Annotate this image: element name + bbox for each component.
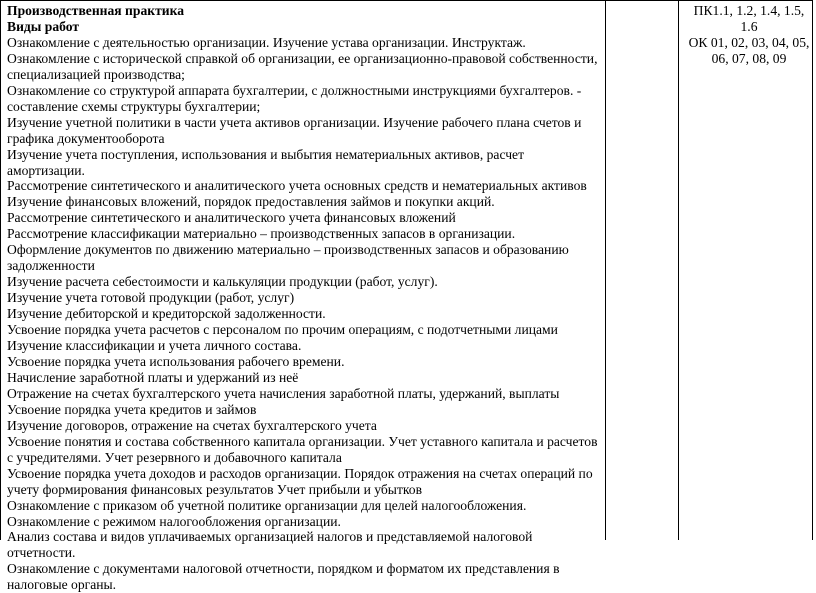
work-item: Ознакомление с режимом налогообложения организации. <box>7 513 341 529</box>
work-item: Усвоение порядка учета расчетов с персоналом по прочим операциям, с подотчетными лицами <box>7 322 558 338</box>
work-item: Ознакомление с документами налоговой отчетности, порядком и форматом их представления в налоговые органы. <box>7 561 560 593</box>
general-competencies: ОК 01, 02, 03, 04, 05, 06, 07, 08, 09 <box>688 34 810 66</box>
work-item: Усвоение порядка учета доходов и расходов организации. Порядок отражения на счетах операций по учету формирования финансовых результатов Учет прибыли и убытков <box>7 465 593 497</box>
work-item: Отражение на счетах бухгалтерского учета начисления заработной платы, удержаний, выплаты <box>7 385 560 401</box>
work-item: Рассмотрение синтетического и аналитического учета финансовых вложений <box>7 210 456 226</box>
work-item: Ознакомление со структурой аппарата бухгалтерии, с должностными инструкциями бухгалтеров. - составление схемы структуры бухгалтерии; <box>7 82 582 114</box>
work-item: Анализ состава и видов уплачиваемых организацией налогов и представляемой налоговой отчетности. <box>7 529 533 561</box>
work-item: Усвоение порядка учета кредитов и займов <box>7 401 257 417</box>
column-divider-2 <box>678 1 679 540</box>
work-item: Рассмотрение классификации материально – производственных запасов в организации. <box>7 226 516 242</box>
works-cell <box>7 3 601 593</box>
table-right-border <box>812 1 813 540</box>
work-item: Изучение договоров, отражение на счетах бухгалтерского учета <box>7 417 377 433</box>
competencies-cell <box>687 3 811 67</box>
work-item: Изучение дебиторской и кредиторской задолженности. <box>7 306 326 322</box>
work-item: Изучение учета готовой продукции (работ, услуг) <box>7 290 295 306</box>
work-item: Изучение финансовых вложений, порядок предоставления займов и покупки акций. <box>7 194 495 210</box>
column-divider-1 <box>605 1 606 540</box>
work-item: Ознакомление с исторической справкой об организации, ее организационно-правовой собственности, специализацией производства; <box>7 50 598 82</box>
work-item: Начисление заработной платы и удержаний из неё <box>7 369 299 385</box>
work-item: Изучение учетной политики в части учета активов организации. Изучение рабочего плана счетов и графика документооборота <box>7 114 582 146</box>
work-item: Оформление документов по движению материально – производственных запасов и образованию задолженности <box>7 242 569 274</box>
work-item: Ознакомление с деятельностью организации. Изучение устава организации. Инструктаж. <box>7 34 526 50</box>
section-subtitle: Виды работ <box>7 18 80 34</box>
work-item: Рассмотрение синтетического и аналитического учета основных средств и нематериальных активов <box>7 178 587 194</box>
section-title: Производственная практика <box>7 3 185 18</box>
work-item: Изучение расчета себестоимости и калькуляции продукции (работ, услуг). <box>7 274 438 290</box>
work-item: Изучение учета поступления, использования и выбытия нематериальных активов, расчет амортизации. <box>7 146 525 178</box>
professional-competencies: ПК1.1, 1.2, 1.4, 1.5, 1.6 <box>693 3 805 34</box>
work-item: Изучение классификации и учета личного состава. <box>7 338 302 354</box>
work-item: Усвоение понятия и состава собственного капитала организации. Учет уставного капитала и расчетов с учредителями. Учет резервного и добавочного капитала <box>7 433 598 465</box>
work-item: Усвоение порядка учета использования рабочего времени. <box>7 353 345 369</box>
work-item: Ознакомление с приказом об учетной политике организации для целей налогообложения. <box>7 497 527 513</box>
